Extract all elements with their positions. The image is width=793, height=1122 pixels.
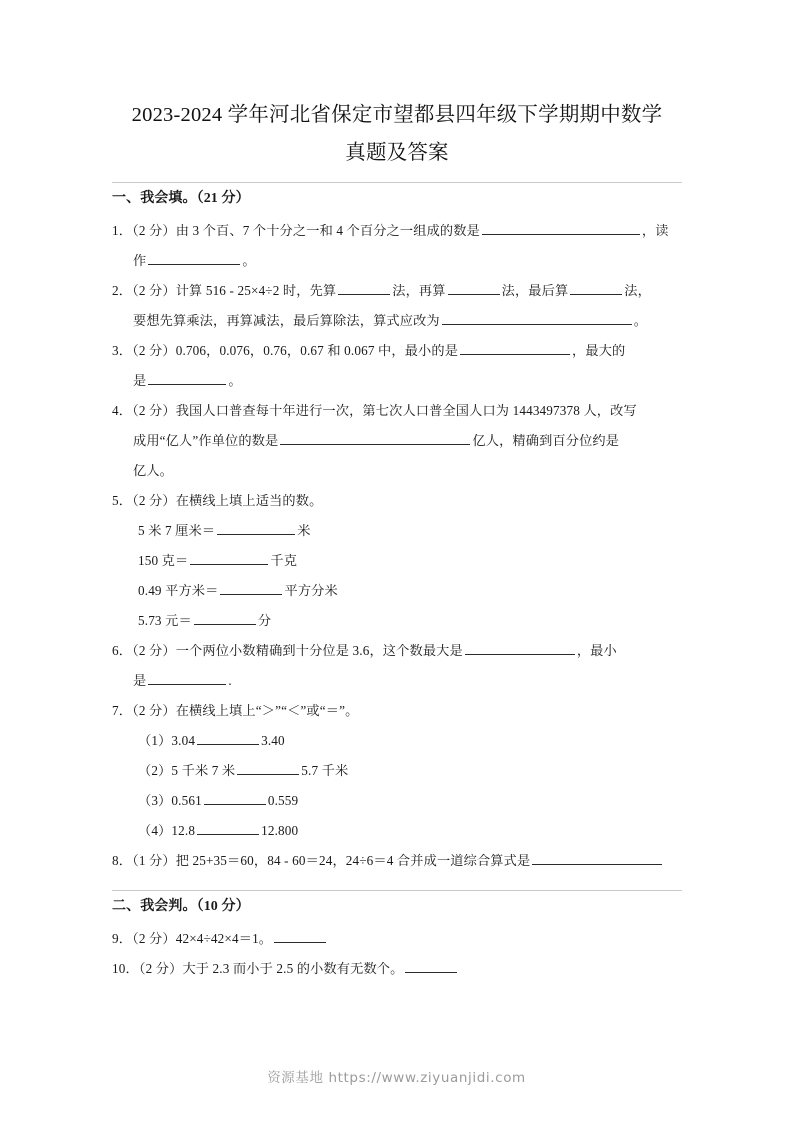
question-4-text-b: 成用“亿人”作单位的数是 [133, 433, 279, 448]
question-1-line-1 [112, 216, 682, 246]
answer-blank[interactable] [197, 821, 259, 835]
item-label: （3） [138, 793, 172, 808]
item-left: 5.73 元＝ [138, 613, 192, 628]
answer-blank[interactable] [448, 281, 500, 295]
question-9-text-a: 42×4÷42×4＝1。 [175, 931, 273, 946]
question-2-text-d: 法， [624, 283, 651, 298]
item-right: 12.800 [261, 823, 299, 838]
question-2 [112, 276, 682, 336]
answer-blank[interactable] [482, 221, 640, 235]
page-content [112, 96, 682, 984]
question-6-line-2 [112, 666, 682, 696]
answer-blank[interactable] [465, 641, 575, 655]
question-1-text-d: 。 [242, 253, 256, 268]
question-2-text-c: 法，最后算 [501, 283, 569, 298]
answer-blank[interactable] [217, 521, 295, 535]
question-3-score: （2 分） [132, 343, 176, 358]
question-8 [112, 846, 682, 876]
question-7-item-3 [112, 786, 682, 816]
item-right: 0.559 [267, 793, 299, 808]
question-4-text-c: 亿人，精确到百分位约是 [472, 433, 620, 448]
question-2-line-1 [112, 276, 682, 306]
question-8-text-a: 把 25+35＝60，84 - 60＝24，24÷6＝4 合并成一道综合算式是 [175, 853, 531, 868]
question-10-text-a: 大于 2.3 而小于 2.5 的小数有无数个。 [182, 961, 404, 976]
item-right: 分 [257, 613, 272, 628]
question-5-item-1 [112, 516, 682, 546]
question-1-score: （2 分） [132, 223, 176, 238]
question-3-line-1 [112, 336, 682, 366]
question-3-line-2 [112, 366, 682, 396]
question-7-number: 7． [112, 703, 133, 718]
question-4-number: 4． [112, 403, 133, 418]
answer-blank[interactable] [274, 929, 326, 943]
question-4-line-1 [112, 396, 682, 426]
question-6-line-1 [112, 636, 682, 666]
question-5-line-1 [112, 486, 682, 516]
question-3-number: 3． [112, 343, 133, 358]
question-2-line-2 [112, 306, 682, 336]
answer-blank[interactable] [148, 671, 226, 685]
question-7-item-2 [112, 756, 682, 786]
question-5-item-3 [112, 576, 682, 606]
question-10-number: 10． [112, 961, 139, 976]
answer-blank[interactable] [570, 281, 622, 295]
question-1 [112, 216, 682, 276]
answer-blank[interactable] [197, 731, 259, 745]
item-left: 0.49 平方米＝ [138, 583, 219, 598]
question-4-line-2 [112, 426, 682, 456]
item-right: 3.40 [261, 733, 285, 748]
section-heading-2: 二、我会判。（10 分） [112, 890, 682, 917]
question-2-text-f: 。 [633, 313, 648, 328]
question-7-score: （2 分） [132, 703, 176, 718]
item-label: （2） [138, 763, 172, 778]
question-3-text-d: 。 [228, 373, 242, 388]
question-1-text-c: 作 [133, 253, 147, 268]
question-5-item-2 [112, 546, 682, 576]
question-2-text-e: 要想先算乘法，再算减法，最后算除法，算式应改为 [133, 313, 440, 328]
question-5-text-a: 在横线上填上适当的数。 [175, 493, 323, 508]
answer-blank[interactable] [204, 791, 266, 805]
item-right: 米 [297, 523, 311, 538]
question-9 [112, 924, 682, 954]
question-5-number: 5． [112, 493, 133, 508]
question-10-line-1 [112, 954, 682, 984]
item-left: 3.04 [171, 733, 196, 748]
question-5-score: （2 分） [132, 493, 176, 508]
answer-blank[interactable] [338, 281, 390, 295]
item-label: （4） [138, 823, 172, 838]
question-3 [112, 336, 682, 396]
answer-blank[interactable] [220, 581, 282, 595]
question-10 [112, 954, 682, 984]
question-6-number: 6． [112, 643, 133, 658]
question-7-item-4 [112, 816, 682, 846]
question-4-score: （2 分） [132, 403, 176, 418]
question-7-text-a: 在横线上填上“＞”“＜”或“＝”。 [175, 703, 359, 718]
answer-blank[interactable] [148, 251, 240, 265]
item-left: 5 千米 7 米 [171, 763, 236, 778]
question-9-line-1 [112, 924, 682, 954]
question-1-number: 1． [112, 223, 133, 238]
question-1-text-b: ，读 [641, 223, 669, 238]
answer-blank[interactable] [280, 431, 470, 445]
item-right: 平方分米 [284, 583, 338, 598]
answer-blank[interactable] [442, 311, 632, 325]
item-right: 5.7 千米 [301, 763, 349, 778]
answer-blank[interactable] [190, 551, 268, 565]
item-left: 150 克＝ [138, 553, 189, 568]
question-4-line-3 [112, 456, 682, 486]
question-1-text-a: 由 3 个百、7 个十分之一和 4 个百分之一组成的数是 [175, 223, 480, 238]
title-line-1: 2023-2024 学年河北省保定市望都县四年级下学期期中数学 [131, 104, 663, 126]
answer-blank[interactable] [194, 611, 256, 625]
question-3-text-a: 0.706，0.076，0.76，0.67 和 0.067 中，最小的是 [175, 343, 459, 358]
question-9-number: 9． [112, 931, 133, 946]
section-heading-1: 一、我会填。（21 分） [112, 182, 682, 209]
question-4 [112, 396, 682, 486]
question-7-item-1 [112, 726, 682, 756]
answer-blank[interactable] [237, 761, 299, 775]
answer-blank[interactable] [460, 341, 570, 355]
question-6-text-b: ，最小 [576, 643, 617, 658]
item-left: 12.8 [171, 823, 196, 838]
question-8-number: 8． [112, 853, 133, 868]
item-left: 0.561 [171, 793, 202, 808]
question-2-number: 2． [112, 283, 133, 298]
item-right: 千克 [270, 553, 298, 568]
question-6-text-d: . [228, 673, 232, 688]
question-5-item-4 [112, 606, 682, 636]
question-5 [112, 486, 682, 636]
question-2-text-a: 计算 516 - 25×4÷2 时，先算 [175, 283, 337, 298]
question-10-score: （2 分） [138, 961, 183, 976]
question-4-text-a: 我国人口普查每十年进行一次，第七次人口普全国人口为 1443497378 人，改写 [175, 403, 637, 418]
question-3-text-b: ，最大的 [572, 343, 626, 358]
answer-blank[interactable] [148, 371, 226, 385]
question-6-text-c: 是 [133, 673, 147, 688]
answer-blank[interactable] [532, 851, 662, 865]
question-6-text-a: 一个两位小数精确到十分位是 3.6，这个数最大是 [175, 643, 463, 658]
question-6 [112, 636, 682, 696]
question-2-score: （2 分） [132, 283, 176, 298]
question-6-score: （2 分） [132, 643, 176, 658]
question-2-text-b: 法，再算 [392, 283, 446, 298]
question-3-text-c: 是 [133, 373, 147, 388]
question-9-score: （2 分） [132, 931, 176, 946]
question-7-line-1 [112, 696, 682, 726]
title-line-2: 真题及答案 [345, 142, 449, 164]
question-8-line-1 [112, 846, 682, 876]
item-label: （1） [138, 733, 172, 748]
question-4-text-d: 亿人。 [133, 463, 174, 478]
question-1-line-2 [112, 246, 682, 276]
page-title [112, 96, 682, 172]
item-left: 5 米 7 厘米＝ [138, 523, 216, 538]
question-7 [112, 696, 682, 846]
footer-watermark: 资源基地 https://www.ziyuanjidi.com [267, 1070, 526, 1086]
question-8-score: （1 分） [132, 853, 176, 868]
answer-blank[interactable] [405, 959, 457, 973]
